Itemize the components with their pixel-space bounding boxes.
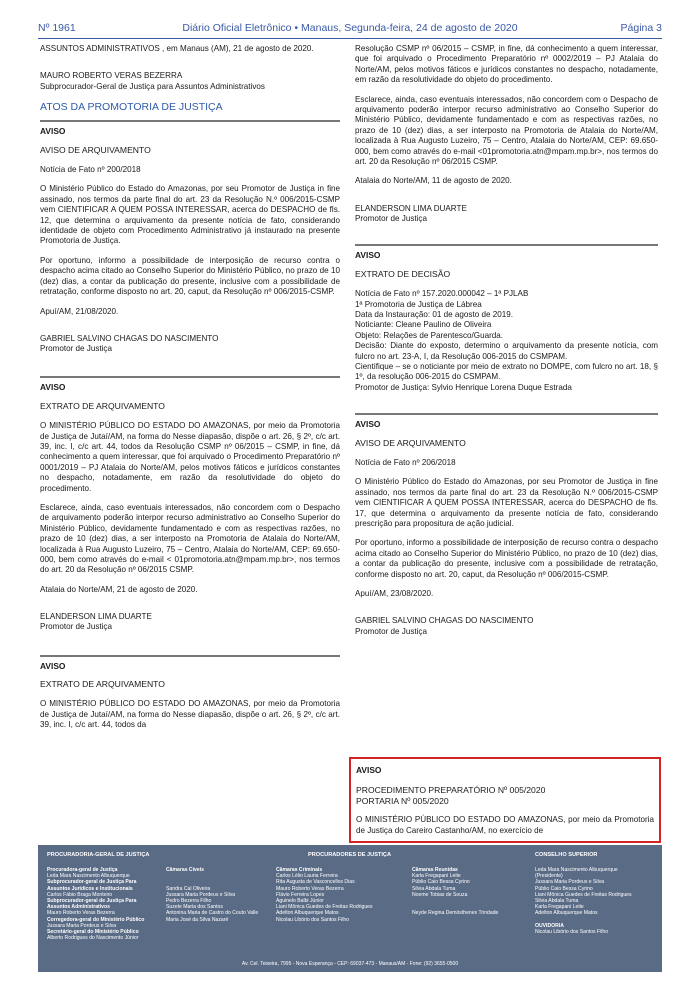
intro-text: ASSUNTOS ADMINISTRATIVOS , em Manaus (AM), 21 de agosto de 2020.	[40, 44, 314, 53]
footer-list-item: Sandra Cal Oliveira	[166, 885, 211, 892]
notice-number: Notícia de Fato nº 206/2018	[355, 457, 456, 467]
criminais-list	[276, 867, 373, 923]
aviso-heading: AVISO	[355, 413, 658, 429]
decision-line: 1ª Promotoria de Justiça de Lábrea	[355, 299, 482, 309]
footer-list-item: Liani Mônica Guedes de Freitas Rodrigues	[535, 891, 632, 898]
footer-list-item: Adelton Albuquerque Matos	[276, 910, 339, 917]
aviso-heading: AVISO	[40, 120, 340, 136]
signature-role: Promotor de Justiça	[40, 622, 112, 632]
page-header	[38, 22, 662, 38]
footer-list-item: Adelton Albuquerque Matos	[535, 910, 598, 917]
reunidas-list	[412, 867, 498, 917]
notice-paragraph: O Ministério Público do Estado do Amazonas, por seu Promotor de Justiça in fine assinado, nos termos da parte final do art. 23 da Resolução N.º 006/2015-CSMP vem CIENTIFICAR A QUEM POSSA INTERESSAR, acerca do DESPACHO de fls. 17, que determina o arquivamento da presente notícia de fato, considerando prescrição para propositura de ação judicial.	[355, 477, 658, 528]
notice-paragraph: O MINISTÉRIO PÚBLICO DO ESTADO DO AMAZONAS, por meio da Promotoria de Justiça do Careiro Castanho/AM, no exercício de	[356, 815, 654, 835]
decision-line: Promotor de Justiça: Sylvio Henrique Lorena Duque Estrada	[355, 382, 572, 392]
signature-role: Promotor de Justiça	[355, 626, 427, 636]
notice-paragraph: Por oportuno, informo a possibilidade de interposição de recurso contra o despacho acima citado ao Conselho Superior do Ministério Público, no prazo de 10 (dez) dias, a contar da publicação do presente, inclusive com a possibilidade de retratação, conforme disposto no art. 20, caput, da Resolução nº 006/2015-CSMP.	[355, 538, 658, 579]
highlighted-notice[interactable]	[349, 757, 661, 843]
notice-subtitle: AVISO DE ARQUIVAMENTO	[40, 144, 151, 155]
footer-list-item: OUVIDORIA	[535, 922, 564, 929]
notice-paragraph: Por oportuno, informo a possibilidade de interposição de recurso contra o despacho acima citado ao Conselho Superior do Ministério Público, no prazo de 10 (dez) dias, a contar da publicação do presente, inclusive com a possibilidade de retratação, conforme disposto no art. 20, caput, da Resolução nº 006/2015-CSMP.	[40, 255, 340, 297]
footer-list-item: Câmaras Reunidas	[412, 867, 458, 873]
intro-signature-name: MAURO ROBERTO VERAS BEZERRA	[40, 71, 183, 81]
footer-list-item: Secretário-geral do Ministério Público	[47, 929, 139, 936]
footer-list-item: Karla Fregapani Leite	[412, 873, 461, 880]
footer-list-item: Rita Augusta de Vasconcellos Dias	[276, 879, 355, 886]
footer-list-item: Silvia Abdala Tuma	[412, 885, 456, 892]
notice-date: Atalaia do Norte/AM, 11 de agosto de 2020.	[355, 176, 512, 186]
footer-list-item: Mauro Roberto Veras Bezerra	[47, 910, 115, 917]
footer-list-item: Leda Mara Nascimento Albuquerque	[535, 867, 618, 873]
footer-list-item: (Presidente)	[535, 873, 563, 880]
ordinance-title: PORTARIA Nº 005/2020	[356, 795, 449, 806]
footer-list-item: Antonina Maria de Castro do Couto Valle	[166, 910, 259, 917]
notice-subtitle: EXTRATO DE ARQUIVAMENTO	[40, 679, 165, 690]
left-column	[40, 44, 340, 740]
footer-list-item: Liani Mônica Guedes de Freitas Rodrigues	[276, 904, 373, 911]
notice-paragraph: O MINISTÉRIO PÚBLICO DO ESTADO DO AMAZONAS, por meio da Promotoria de Justiça de Jutaí/AM, na forma do Nesse diapasão, dispõe o art. 26, § 2º, c/c art. 39, inc. I, c/c art. 44, todos da	[40, 699, 340, 730]
decision-line: Cientifique – se o noticiante por meio de extrato no DOMPE, com fulcro no art. 18, § 1º, da resolução 006-2015 do CSMPAM.	[355, 361, 658, 382]
notice-subtitle: EXTRATO DE DECISÃO	[355, 268, 451, 279]
header-divider	[38, 38, 662, 39]
footer-list-item: Maria José da Silva Nazaré	[166, 916, 229, 923]
footer-list-item: Karla Fregapani Leite	[535, 904, 584, 911]
footer-list-item: Carlos Lélio Lauria Ferreira	[276, 873, 338, 880]
notice-subtitle: EXTRATO DE ARQUIVAMENTO	[40, 400, 165, 411]
footer-list-item: Subprocurador-geral de Justiça Para	[47, 898, 137, 905]
notice-number: Notícia de Fato nº 200/2018	[40, 165, 141, 175]
aviso-heading: AVISO	[40, 376, 340, 392]
footer-list-item: Alberto Rodrigues do Nascimento Júnior	[47, 935, 139, 942]
notice-date: Apuí/AM, 21/08/2020.	[40, 306, 119, 316]
footer-list-item: Assuntos Jurídicos e Institucionais	[47, 885, 133, 892]
notice-date: Apuí/AM, 23/08/2020.	[355, 589, 434, 599]
notice-date: Atalaia do Norte/AM, 21 de agosto de 2020.	[40, 584, 198, 594]
signature-name: GABRIEL SALVINO CHAGAS DO NASCIMENTO	[355, 616, 534, 626]
footer-list-item: Públio Caio Bessa Cyrino	[412, 879, 470, 886]
section-title: ATOS DA PROMOTORIA DE JUSTIÇA	[40, 100, 223, 113]
footer-list-item: Leda Mara Nascimento Albuquerque	[47, 873, 130, 880]
notice-subtitle: AVISO DE ARQUIVAMENTO	[355, 437, 466, 448]
signature-role: Promotor de Justiça	[355, 214, 427, 224]
footer-list-item: Subprocurador-geral de Justiça Para	[47, 879, 137, 886]
aviso-heading: AVISO	[355, 244, 658, 260]
conselho-title: CONSELHO SUPERIOR	[535, 852, 598, 858]
footer-list-item: Jussara Maria Pordeus e Silva	[166, 891, 236, 898]
footer-list-item: Noeme Tobias de Souza	[412, 891, 468, 898]
footer-list-item: Flávio Ferreira Lopes	[276, 891, 325, 898]
footer-list-item: Câmaras Criminais	[276, 867, 323, 873]
decision-line: Noticiante: Cleane Paulino de Oliveira	[355, 320, 492, 330]
notice-paragraph: Esclarece, ainda, caso eventuais interessados, não concordem com o Despacho de arquivamento poderão interpor recurso administrativo ao Conselho Superior do Ministério Público, devidamente fundamentado e com as respectivas razões, no prazo de 10 (dez) dias, a ser interposto na Promotoria de Atalaia do Norte/AM, localizada à Rua Augusto Luzeiro, 75 – Centro, Atalaia do Norte/AM, CEP: 69.650-000, bem como através do e-mail <01promotoria.atn@mpam.mp.br>, nos termos do art. 20 da Resolução nº 06/2015 CSMP.	[355, 94, 658, 167]
procedure-title: PROCEDIMENTO PREPARATÓRIO Nº 005/2020	[356, 785, 546, 796]
conselho-list	[535, 867, 632, 935]
footer-list-item: Nicolau Libório dos Santos Filho	[276, 916, 350, 923]
signature-role: Promotor de Justiça	[40, 344, 112, 354]
decision-line: Objeto: Relações de Parentesco/Guarda.	[355, 330, 504, 340]
footer-list-item: Mauro Roberto Veras Bezerra	[276, 885, 344, 892]
footer-list-item: Suzete Maria dos Santos	[166, 904, 223, 911]
footer-list-item: Jussara Maria Pordeus e Silva	[535, 879, 605, 886]
decision-details	[355, 289, 658, 393]
footer-list-item: Pedro Bezerra Filho	[166, 898, 212, 905]
footer-list-item: Câmaras Cíveis	[166, 867, 204, 873]
footer-list-item: Neyde Regina Demósthenes Trindade	[412, 910, 499, 917]
footer-list-item: Públio Caio Bessa Cyrino	[535, 885, 593, 892]
decision-line: Data da Instauração: 01 de agosto de 2019.	[355, 309, 513, 319]
notice-paragraph: O Ministério Público do Estado do Amazonas, por seu Promotor de Justiça in fine assinado, nos termos da parte final do art. 23 da Resolução N.º 006/2015-CSMP vem CIENTIFICAR A QUEM POSSA INTERESSAR, acerca do DESPACHO de fls. 12, que determina o arquivamento da presente notícia de fato, considerando identidade de objeto com Procedimento Administrativo já instaurado na presente Promotoria de Justiça.	[40, 184, 340, 246]
signature-name: ELANDERSON LIMA DUARTE	[40, 612, 152, 622]
pgj-title: PROCURADORIA-GERAL DE JUSTIÇA	[47, 852, 150, 858]
aviso-heading: AVISO	[356, 765, 382, 775]
footer-list-item: Nicolau Libório dos Santos Filho	[535, 929, 609, 936]
page-footer	[38, 845, 662, 972]
footer-list-item: Corregedora-geral do Ministério Público	[47, 916, 145, 923]
footer-list-item: Carlos Fábio Braga Monteiro	[47, 891, 113, 898]
civeis-list	[166, 867, 258, 923]
footer-list-item: Assuntos Administrativos	[47, 904, 110, 911]
issue-number: Nº 1961	[38, 22, 76, 34]
journal-title: Diário Oficial Eletrônico • Manaus, Segunda-feira, 24 de agosto de 2020	[182, 22, 518, 34]
footer-address: Av. Cel. Teixeira, 7995 - Nova Esperança - CEP: 69037-473 - Manaus/AM - Fone: (92) 3655-0500	[241, 961, 459, 967]
decision-line: Notícia de Fato nº 157.2020.000042 – 1ª PJLAB	[355, 289, 529, 299]
page-number: Página 3	[620, 22, 662, 34]
footer-list-item: Aguinelo Balbi Júnior	[276, 898, 324, 905]
right-column	[355, 44, 658, 637]
notice-paragraph: O MINISTÉRIO PÚBLICO DO ESTADO DO AMAZONAS, por meio da Promotoria de Justiça de Jutaí/AM, na forma do Nesse diapasão, dispõe o art. 26, § 2º, c/c art. 39, inc. I, c/c art. 44, todos da Resolução CSMP nº 06/2015 – CSMP, in fine, dá conhecimento a quem interessar, que foi arquivado o Procedimento Preparatório nº 0001/2019 – PJ Atalaia do Norte/AM, pelos motivos fáticos e jurídicos constantes no despacho, notadamente, em razão da resolutividade do objeto do procedimento.	[40, 421, 340, 493]
signature-name: ELANDERSON LIMA DUARTE	[355, 203, 467, 213]
aviso-heading: AVISO	[40, 655, 340, 671]
notice-paragraph: Resolução CSMP nº 06/2015 – CSMP, in fine, dá conhecimento a quem interessar, que foi arquivado o Procedimento Preparatório nº 0002/2019 – PJ Atalaia do Norte/AM, pelos motivos fáticos e jurídicos constantes no despacho, notadamente, em razão da resolutividade do objeto do procedimento.	[355, 44, 658, 85]
footer-list-item: Jussara Maria Pordeus e Silva	[47, 922, 117, 929]
signature-name: GABRIEL SALVINO CHAGAS DO NASCIMENTO	[40, 333, 219, 343]
footer-list-item: Procuradora-geral de Justiça	[47, 867, 118, 873]
procuradores-title: PROCURADORES DE JUSTIÇA	[308, 852, 391, 858]
intro-signature-role: Subprocurador-Geral de Justiça para Assuntos Administrativos	[40, 81, 265, 91]
pgj-list	[47, 867, 144, 941]
decision-line: Decisão: Diante do exposto, determino o arquivamento da presente notícia, com fulcro no art. 23-A, I, da Resolução 006-2015 do CSMPAM.	[355, 341, 658, 361]
notice-paragraph: Esclarece, ainda, caso eventuais interessados, não concordem com o Despacho de arquivamento poderão interpor recurso administrativo ao Conselho Superior do Ministério Público, devidamente fundamentado e com as respectivas razões, no prazo de 10 (dez) dias, a ser interposto na Promotoria de Atalaia do Norte/AM, localizada à Rua Augusto Luzeiro, 75 – Centro, Atalaia do Norte/AM, CEP: 69.650-000, bem como através do e-mail < 01promotoria.atn@mpam.mp.br>, nos termos do art. 20 da Resolução nº 06/2015 CSMP.	[40, 502, 340, 575]
footer-list-item: Silvia Abdala Tuma	[535, 898, 579, 905]
